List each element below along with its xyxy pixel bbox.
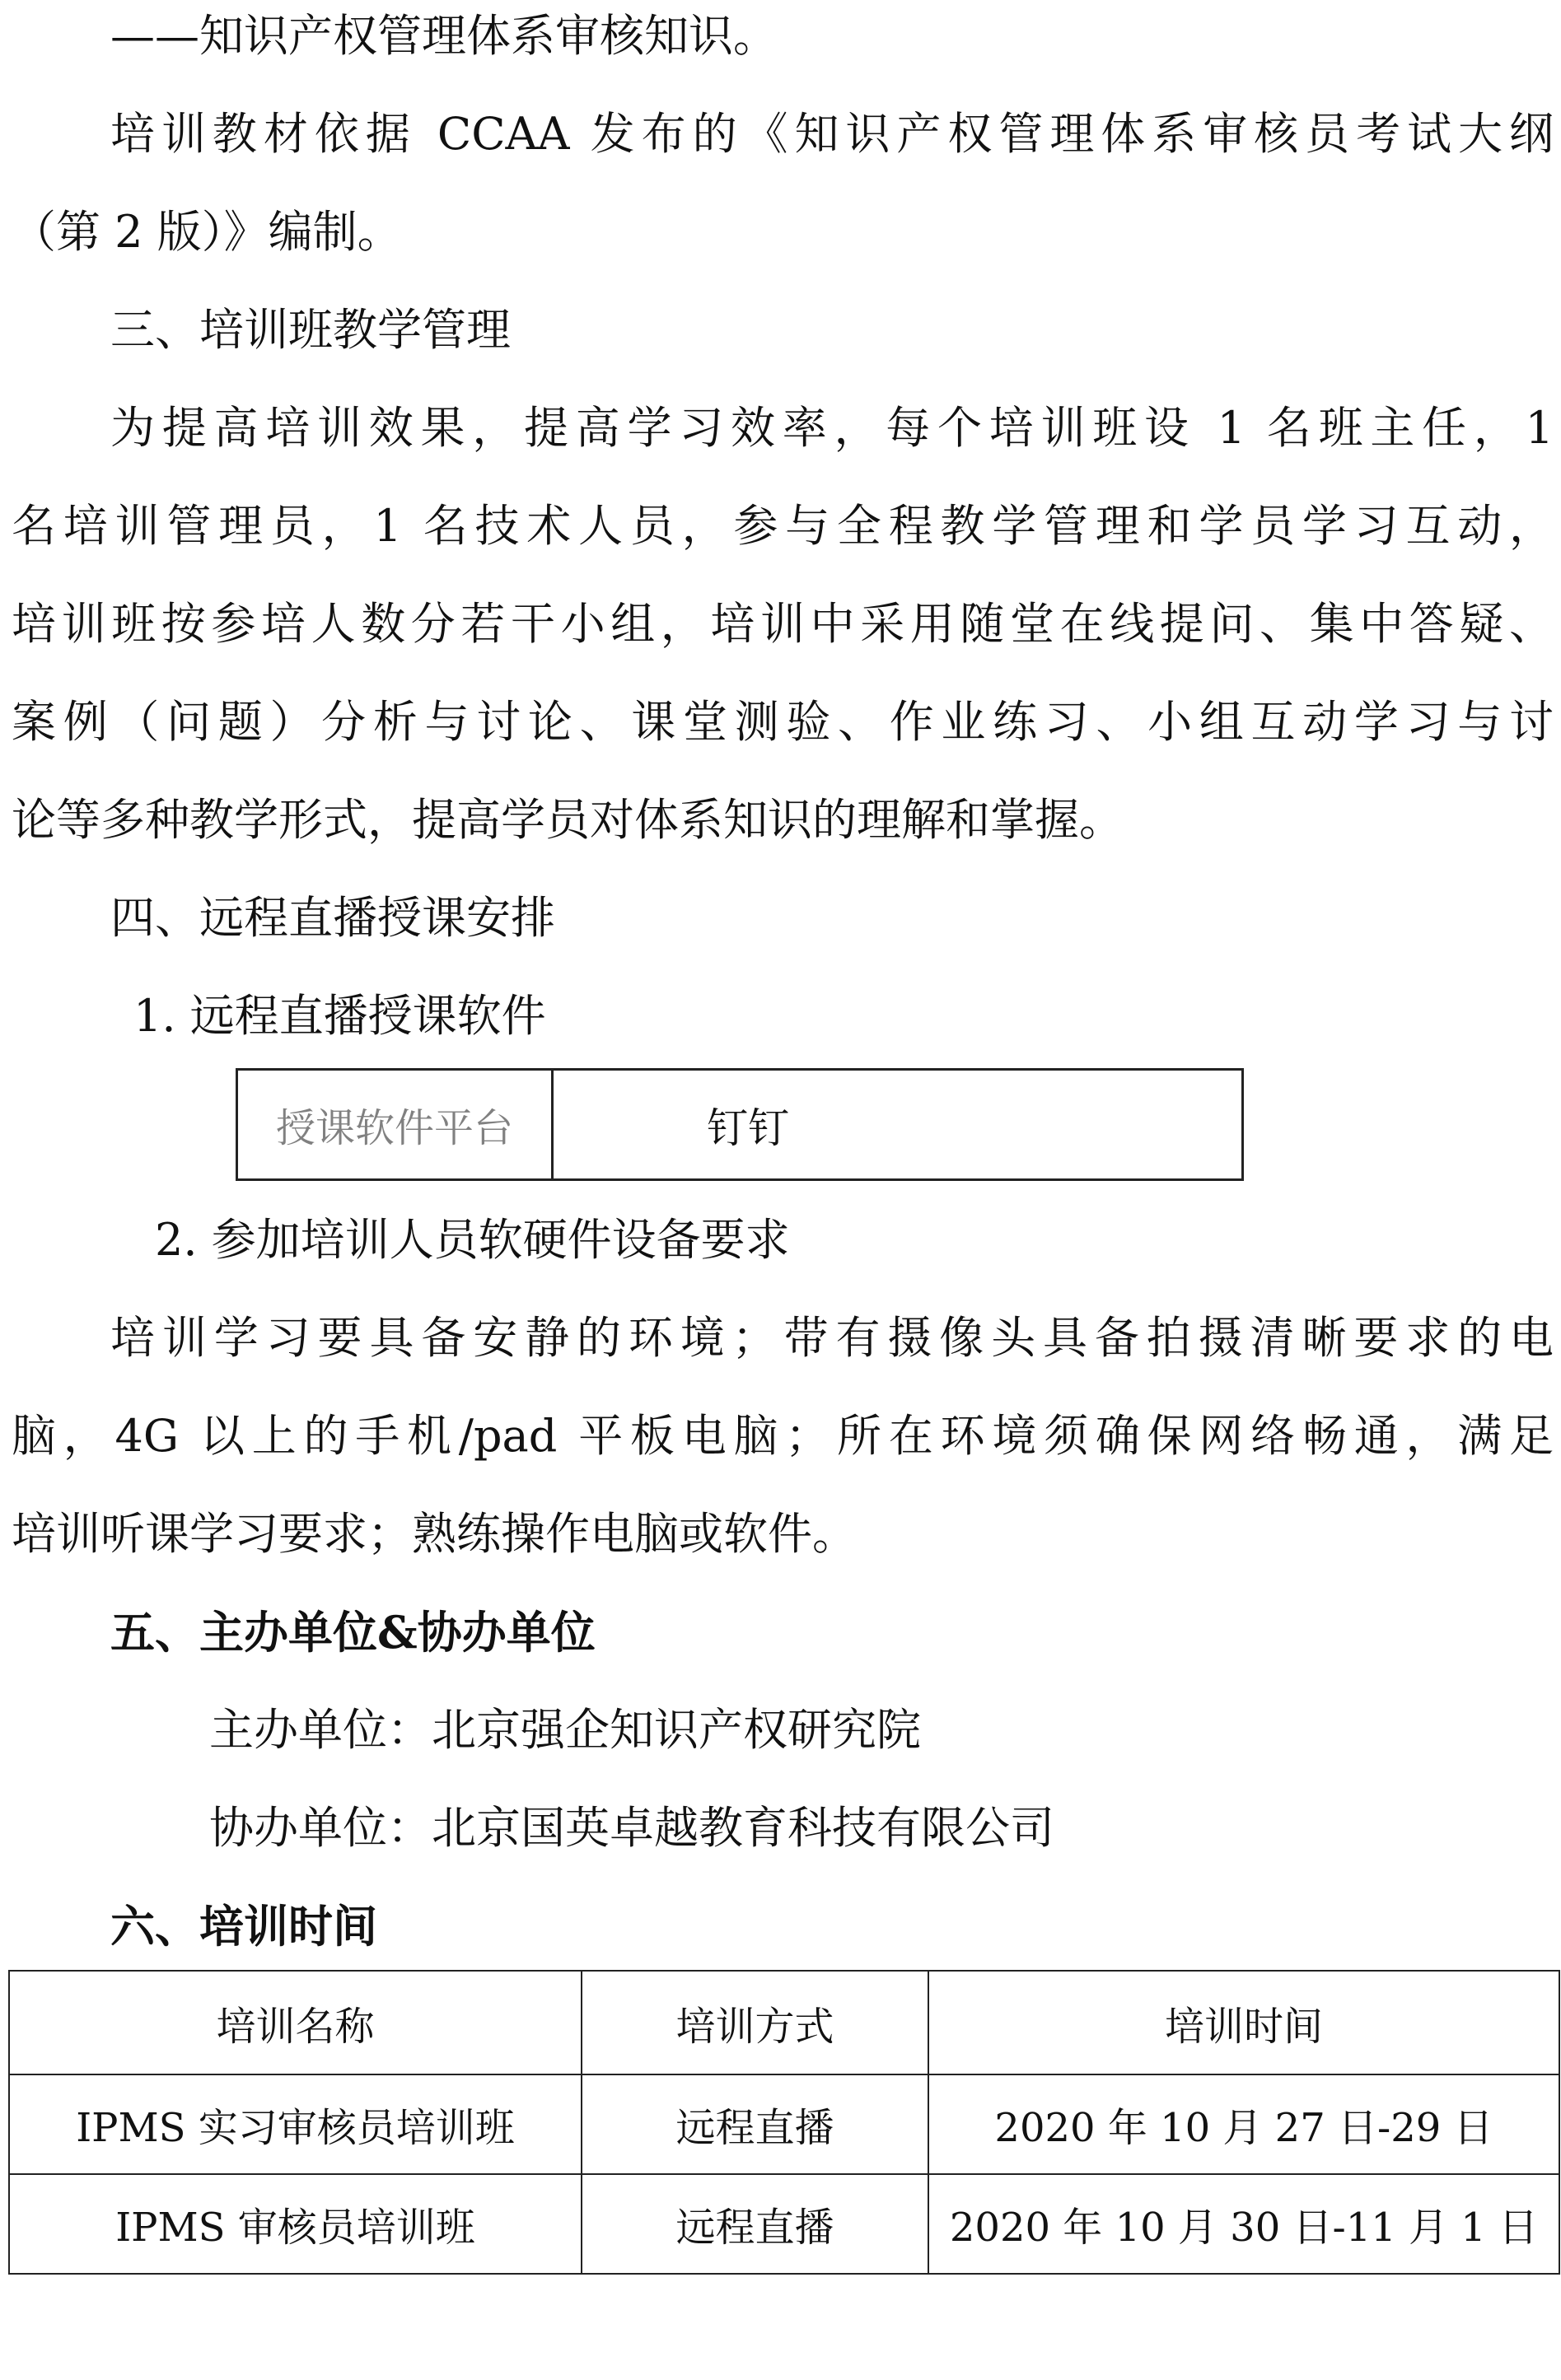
paragraph-line: 培训班按参培人数分若干小组，培训中采用随堂在线提问、集中答疑、 <box>12 598 1554 650</box>
software-value-cell: 钉钉 <box>707 1104 789 1152</box>
paragraph-line: 为提高培训效果，提高学习效率，每个培训班设 1 名班主任，1 <box>110 402 1554 454</box>
table-cell: 2020 年 10 月 30 日-11 月 1 日 <box>928 2174 1559 2274</box>
table-cell: IPMS 审核员培训班 <box>9 2174 582 2274</box>
paragraph-line: 名培训管理员，1 名技术人员，参与全程教学管理和学员学习互动， <box>12 500 1554 552</box>
paragraph-line: 培训听课学习要求；熟练操作电脑或软件。 <box>12 1508 857 1560</box>
table-row <box>9 2074 1559 2174</box>
paragraph-line: 论等多种教学形式，提高学员对体系知识的理解和掌握。 <box>12 794 1124 846</box>
list-item: 2. 参加培训人员软硬件设备要求 <box>155 1214 790 1266</box>
software-table <box>236 1068 1244 1181</box>
host-org: 主办单位：北京强企知识产权研究院 <box>209 1704 921 1756</box>
table-header-cell: 培训方式 <box>582 1971 928 2074</box>
table-row <box>9 2174 1559 2274</box>
training-schedule-table <box>8 1970 1560 2275</box>
table-cell: 远程直播 <box>582 2174 928 2274</box>
table-cell: 远程直播 <box>582 2074 928 2174</box>
table-cell: 2020 年 10 月 27 日-29 日 <box>928 2074 1559 2174</box>
table-header-cell: 培训名称 <box>9 1971 582 2074</box>
co-host-org: 协办单位：北京国英卓越教育科技有限公司 <box>209 1802 1054 1854</box>
paragraph-line: 培训学习要具备安静的环境；带有摄像头具备拍摄清晰要求的电 <box>110 1312 1554 1364</box>
section-heading: 六、培训时间 <box>110 1900 377 1953</box>
intro-line: ——知识产权管理体系审核知识。 <box>110 10 778 62</box>
table-header-row <box>9 1971 1559 2074</box>
section-heading: 五、主办单位&协办单位 <box>110 1606 596 1659</box>
section-heading: 三、培训班教学管理 <box>110 304 511 356</box>
intro-line: （第 2 版）》编制。 <box>12 206 402 258</box>
section-heading: 四、远程直播授课安排 <box>110 892 555 944</box>
table-header-cell: 培训时间 <box>928 1971 1559 2074</box>
software-label-cell: 授课软件平台 <box>238 1071 554 1178</box>
list-item: 1. 远程直播授课软件 <box>133 990 546 1042</box>
paragraph-line: 脑，4G 以上的手机/pad 平板电脑；所在环境须确保网络畅通，满足 <box>12 1410 1554 1462</box>
table-cell: IPMS 实习审核员培训班 <box>9 2074 582 2174</box>
intro-line: 培训教材依据 CCAA 发布的《知识产权管理体系审核员考试大纲 <box>110 108 1554 160</box>
paragraph-line: 案例（问题）分析与讨论、课堂测验、作业练习、小组互动学习与讨 <box>12 696 1554 748</box>
